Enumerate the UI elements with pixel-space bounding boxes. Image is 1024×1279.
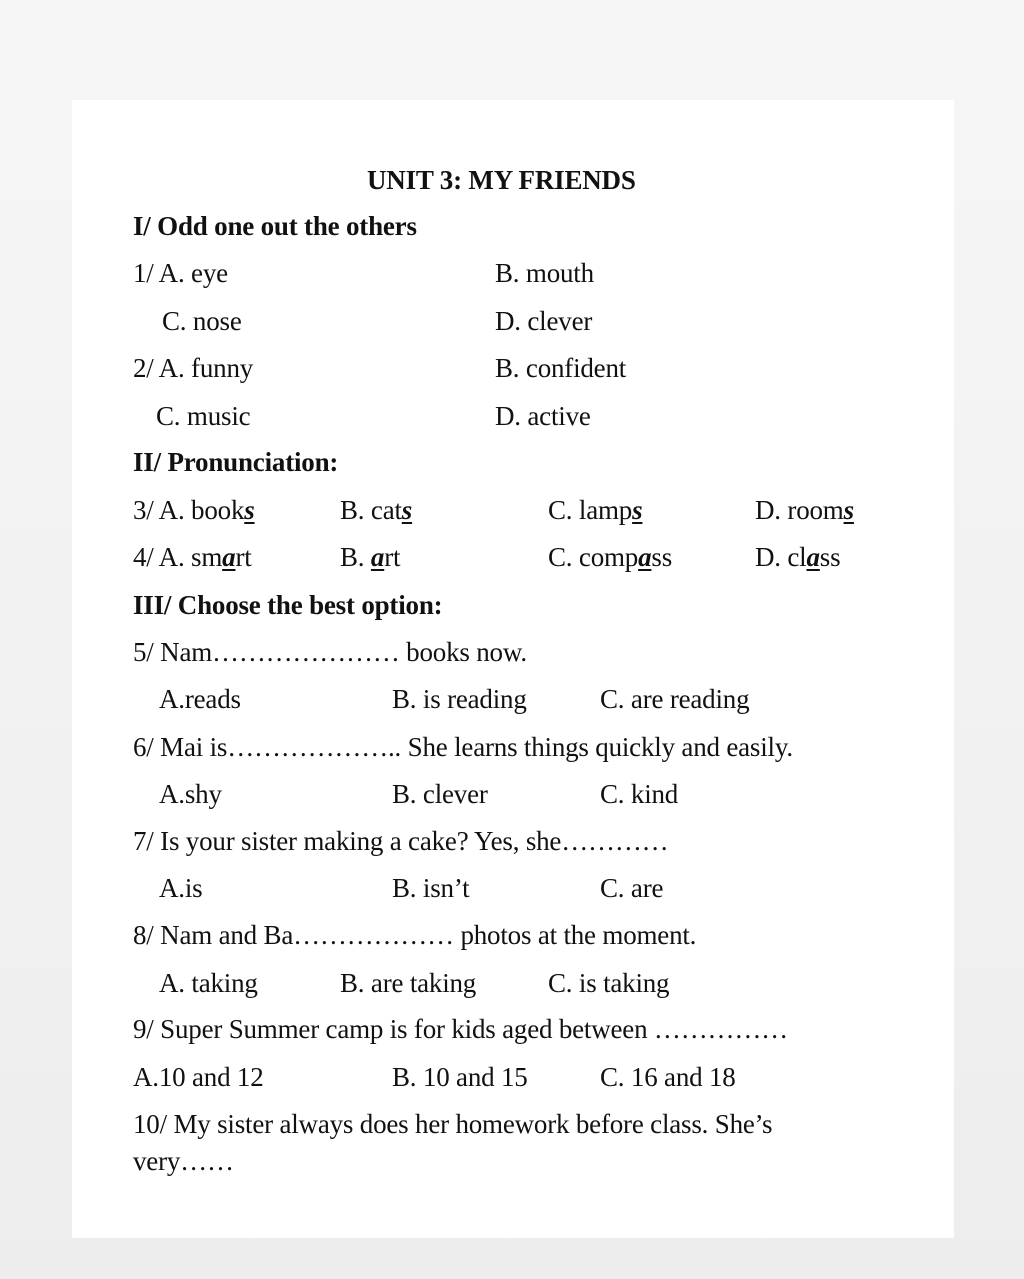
q6-option-a: A.shy: [159, 779, 222, 809]
q5-option-a: A.reads: [159, 684, 241, 714]
q8-option-c: C. is taking: [548, 968, 670, 998]
q9-option-a: A.10 and 12: [133, 1062, 264, 1092]
q8-option-b: B. are taking: [340, 968, 477, 998]
q8-option-a: A. taking: [159, 968, 258, 998]
q2-option-b: B. confident: [495, 353, 627, 383]
q5-option-c: C. are reading: [600, 684, 750, 714]
section-heading-best-option: III/ Choose the best option:: [133, 590, 443, 620]
q3-option-b: B. cats: [340, 495, 413, 525]
q3-option-a: 3/ A. books: [133, 495, 255, 525]
q6-option-c: C. kind: [600, 779, 679, 809]
q5-option-b: B. is reading: [392, 684, 527, 714]
underlined-letter: s: [632, 495, 643, 525]
underlined-letter: a: [222, 542, 236, 572]
q6-stem: 6/ Mai is……………….. She learns things quickly and easily.: [133, 732, 793, 762]
q4-option-a: 4/ A. smart: [133, 542, 252, 572]
q9-option-c: C. 16 and 18: [600, 1062, 736, 1092]
q3-option-d: D. rooms: [755, 495, 854, 525]
q7-option-b: B. isn’t: [392, 873, 470, 903]
q10-stem-line2: very……: [133, 1146, 234, 1176]
q3-option-c: C. lamps: [548, 495, 643, 525]
q4-option-b: B. art: [340, 542, 401, 572]
underlined-letter: s: [843, 495, 854, 525]
q2-option-a: 2/ A. funny: [133, 353, 254, 383]
q1-option-d: D. clever: [495, 306, 593, 336]
q1-option-a: 1/ A. eye: [133, 258, 228, 288]
underlined-letter: s: [244, 495, 255, 525]
q10-stem-line1: 10/ My sister always does her homework before class. She’s: [133, 1109, 773, 1139]
q2-option-d: D. active: [495, 401, 591, 431]
q7-option-c: C. are: [600, 873, 664, 903]
page-title: UNIT 3: MY FRIENDS: [367, 165, 636, 195]
q9-stem: 9/ Super Summer camp is for kids aged between ……………: [133, 1014, 788, 1044]
underlined-letter: a: [638, 542, 652, 572]
section-heading-pronunciation: II/ Pronunciation:: [133, 447, 339, 477]
section-heading-odd-one-out: I/ Odd one out the others: [133, 211, 417, 241]
underlined-letter: a: [806, 542, 820, 572]
q7-option-a: A.is: [159, 873, 203, 903]
underlined-letter: s: [401, 495, 413, 525]
q4-option-d: D. class: [755, 542, 841, 572]
q8-stem: 8/ Nam and Ba……………… photos at the moment.: [133, 920, 697, 950]
q1-option-b: B. mouth: [495, 258, 594, 288]
underlined-letter: a: [370, 542, 385, 572]
q2-option-c: C. music: [156, 401, 251, 431]
q7-stem: 7/ Is your sister making a cake? Yes, she…………: [133, 826, 669, 856]
q9-option-b: B. 10 and 15: [392, 1062, 528, 1092]
q5-stem: 5/ Nam………………… books now.: [133, 637, 527, 667]
q6-option-b: B. clever: [392, 779, 488, 809]
q1-option-c: C. nose: [162, 306, 242, 336]
q4-option-c: C. compass: [548, 542, 673, 572]
